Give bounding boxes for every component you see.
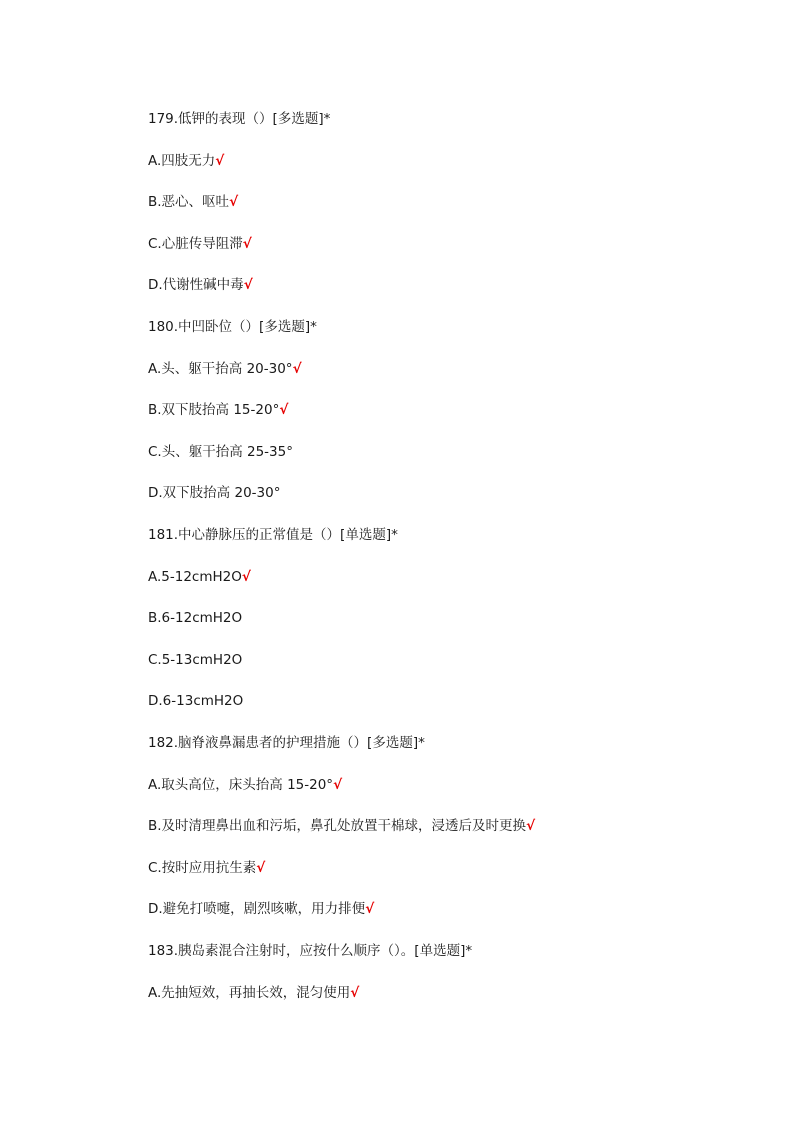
option-text: A.先抽短效，再抽长效，混匀使用 bbox=[148, 984, 351, 1001]
option-text: D.代谢性碱中毒 bbox=[148, 277, 244, 294]
question-stem: 180.中凹卧位（）[多选题]* bbox=[148, 319, 317, 335]
answer-option bbox=[148, 651, 242, 669]
answer-option bbox=[148, 193, 238, 211]
answer-option bbox=[148, 401, 288, 419]
answer-option bbox=[148, 235, 252, 253]
option-text: C.5-13cmH2O bbox=[148, 651, 243, 668]
correct-check-icon: √ bbox=[241, 568, 251, 585]
option-text: A.取头高位，床头抬高 15-20° bbox=[148, 776, 334, 793]
option-text: C.头、躯干抬高 25-35° bbox=[148, 443, 293, 460]
option-text: B.双下肢抬高 15-20° bbox=[148, 402, 280, 419]
question-stem: 181.中心静脉压的正常值是（）[单选题]* bbox=[148, 527, 398, 543]
correct-check-icon: √ bbox=[243, 277, 253, 294]
correct-check-icon: √ bbox=[256, 859, 266, 876]
answer-option bbox=[148, 152, 224, 170]
answer-option bbox=[148, 484, 280, 502]
answer-option bbox=[148, 984, 359, 1002]
correct-check-icon: √ bbox=[242, 235, 252, 252]
answer-option bbox=[148, 776, 342, 794]
option-text: D.避免打喷嚏，剧烈咳嗽，用力排便 bbox=[148, 901, 366, 918]
answer-option bbox=[148, 360, 302, 378]
option-text: D.双下肢抬高 20-30° bbox=[148, 485, 281, 502]
correct-check-icon: √ bbox=[215, 152, 225, 169]
question-stem: 182.脑脊液鼻漏患者的护理措施（）[多选题]* bbox=[148, 735, 425, 751]
option-text: A.四肢无力 bbox=[148, 152, 216, 169]
question-stem: 179.低钾的表现（）[多选题]* bbox=[148, 111, 331, 127]
answer-option bbox=[148, 692, 243, 710]
option-text: B.及时清理鼻出血和污垢，鼻孔处放置干棉球，浸透后及时更换 bbox=[148, 818, 527, 835]
correct-check-icon: √ bbox=[333, 776, 343, 793]
answer-option bbox=[148, 900, 374, 918]
option-text: B.6-12cmH2O bbox=[148, 610, 243, 627]
option-text: C.按时应用抗生素 bbox=[148, 859, 257, 876]
option-text: A.头、躯干抬高 20-30° bbox=[148, 360, 293, 377]
answer-option bbox=[148, 859, 265, 877]
answer-option bbox=[148, 568, 251, 586]
answer-option bbox=[148, 609, 242, 627]
correct-check-icon: √ bbox=[292, 360, 302, 377]
question-stem: 183.胰岛素混合注射时，应按什么顺序（）。[单选题]* bbox=[148, 943, 473, 959]
answer-option bbox=[148, 817, 535, 835]
correct-check-icon: √ bbox=[229, 194, 239, 211]
answer-option bbox=[148, 443, 293, 461]
option-text: C.心脏传导阻滞 bbox=[148, 235, 243, 252]
correct-check-icon: √ bbox=[365, 901, 375, 918]
option-text: D.6-13cmH2O bbox=[148, 693, 244, 710]
answer-option bbox=[148, 276, 253, 294]
correct-check-icon: √ bbox=[279, 402, 289, 419]
option-text: A.5-12cmH2O bbox=[148, 568, 242, 585]
correct-check-icon: √ bbox=[526, 818, 536, 835]
correct-check-icon: √ bbox=[350, 984, 360, 1001]
option-text: B.恶心、呕吐 bbox=[148, 194, 230, 211]
